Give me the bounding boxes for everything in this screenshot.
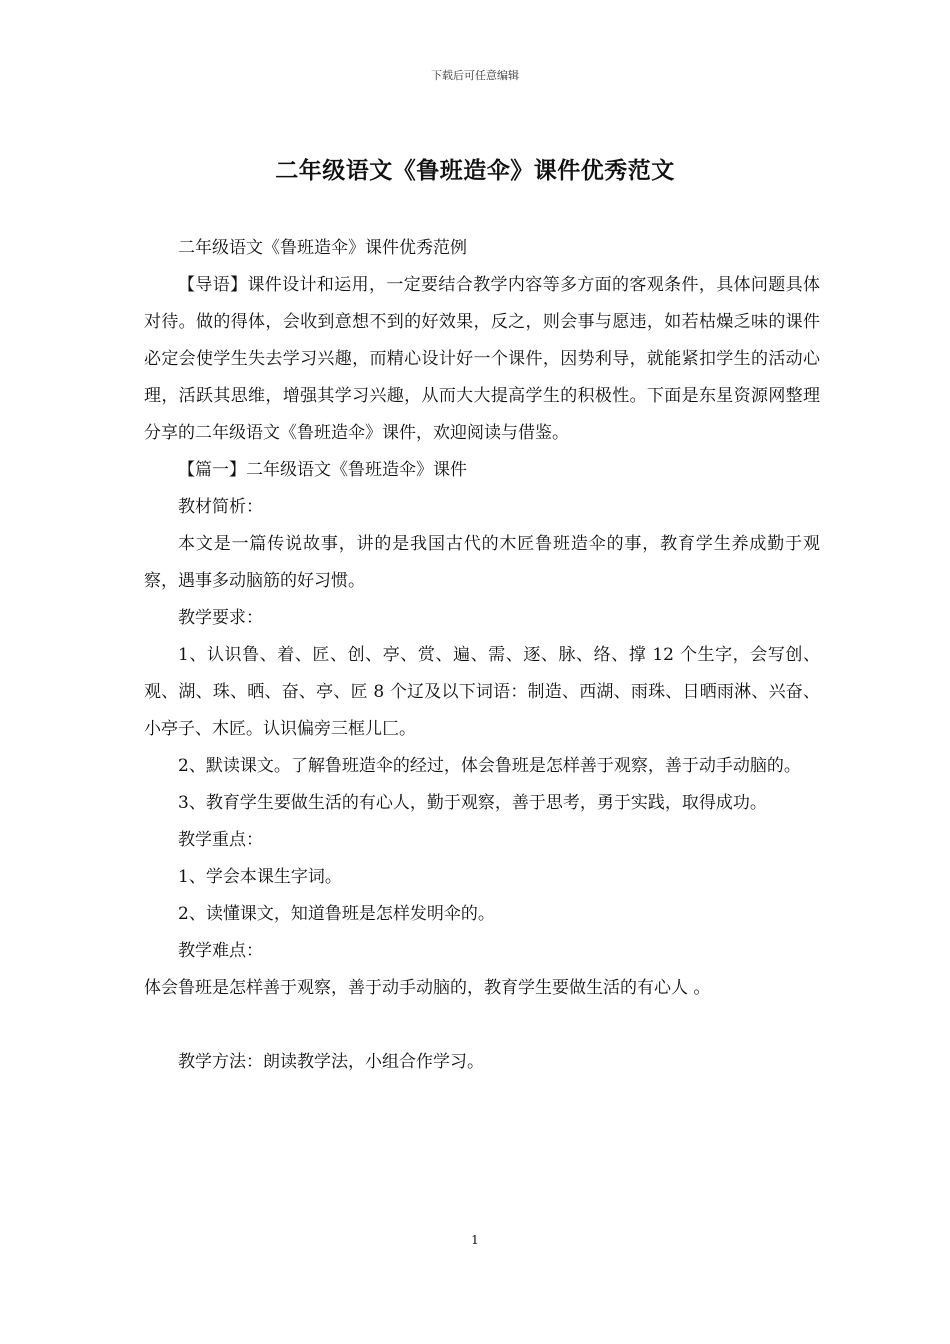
requirement-item: 1、认识鲁、着、匠、创、亭、赏、遍、需、逐、脉、络、撑 12 个生字，会写创、观、湖、珠、晒、奋、亭、匠 8 个辽及以下词语：制造、西湖、雨珠、日晒雨淋、兴奋、小亭子、木匠。认识偏旁三框儿匚。 [144, 645, 820, 739]
material-analysis-paragraph: 本文是一篇传说故事，讲的是我国古代的木匠鲁班造伞的事，教育学生养成勤于观察，遇事多动脑筋的好习惯。 [144, 534, 820, 591]
document-body [144, 230, 820, 1081]
intro-paragraph: 【导语】课件设计和运用，一定要结合教学内容等多方面的客观条件，具体问题具体对待。做的得体，会收到意想不到的好效果，反之，则会事与愿违，如若枯燥乏味的课件必定会使学生失去学习兴趣，而精心设计好一个课件，因势利导，就能紧扣学生的活动心理，活跃其思维，增强其学习兴趣，从而大大提高学生的积极性。下面是东星资源网整理分享的二年级语文《鲁班造伞》课件，欢迎阅读与借鉴。 [144, 275, 820, 443]
header-note: 下载后可任意编辑 [431, 69, 519, 82]
teaching-method-paragraph: 教学方法：朗读教学法，小组合作学习。 [178, 1052, 484, 1072]
page-number: 1 [471, 1233, 479, 1247]
key-point-item: 1、学会本课生字词。 [178, 867, 342, 887]
requirement-item: 2、默读课文。了解鲁班造伞的经过，体会鲁班是怎样善于观察，善于动手动脑的。 [178, 756, 801, 776]
key-point-item: 2、读懂课文，知道鲁班是怎样发明伞的。 [178, 904, 495, 924]
subheading-material-analysis: 教材简析： [178, 497, 263, 517]
subheading-key-points: 教学重点： [178, 830, 263, 850]
subheading-difficulties: 教学难点： [178, 941, 263, 961]
subheading-teaching-requirements: 教学要求： [178, 608, 263, 628]
difficulty-paragraph: 体会鲁班是怎样善于观察，善于动手动脑的，教育学生要做生活的有心人 。 [144, 978, 711, 998]
section-heading: 【篇一】二年级语文《鲁班造伞》课件 [178, 460, 467, 480]
subtitle-paragraph: 二年级语文《鲁班造伞》课件优秀范例 [178, 238, 467, 258]
requirement-item: 3、教育学生要做生活的有心人，勤于观察，善于思考，勇于实践，取得成功。 [178, 793, 767, 813]
document-title: 二年级语文《鲁班造伞》课件优秀范文 [275, 157, 675, 184]
